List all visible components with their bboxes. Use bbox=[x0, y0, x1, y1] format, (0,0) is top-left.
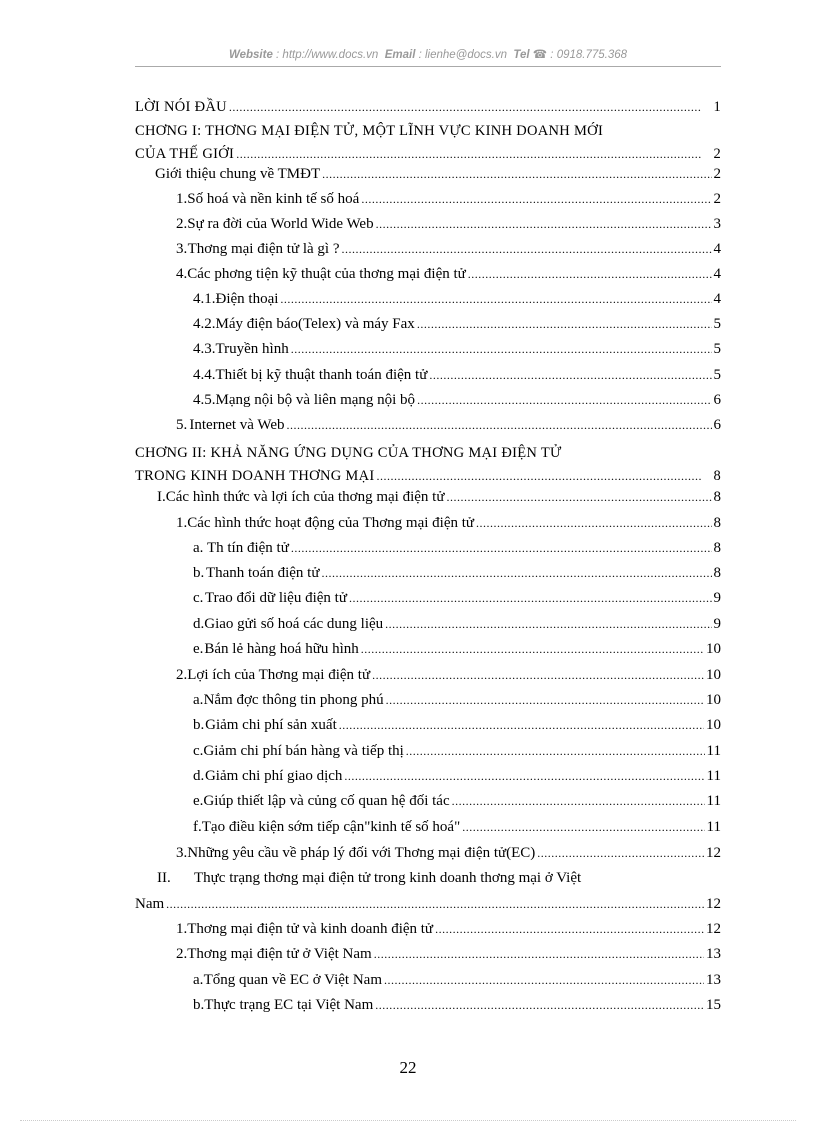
toc-entry-preface[interactable]: LỜI NÓI ĐẦU ..... 1 bbox=[135, 98, 721, 117]
toc-entry-2[interactable]: 2. Sự ra đời của World Wide Web ..... 3 bbox=[176, 215, 721, 234]
toc-entry-I-1-b[interactable]: b. Thanh toán điện tử ..... 8 bbox=[193, 564, 721, 583]
toc-entry-I-2-f[interactable]: f. Tạo điều kiện sớm tiếp cận"kinh tế số hoá" ..... 11 bbox=[193, 818, 721, 837]
toc-section-II-line1[interactable]: II. Thực trạng thơng mại điện tử trong kinh doanh thơng mại ở Việt bbox=[157, 870, 582, 886]
page-header bbox=[135, 47, 721, 61]
toc-entry-I-1-c[interactable]: c. Trao đổi dữ liệu điện tử ..... 9 bbox=[193, 589, 721, 608]
tel-value: ☎ : 0918.775.368 bbox=[532, 49, 628, 61]
toc-entry-I-2-e[interactable]: e. Giúp thiết lập và củng cố quan hệ đối tác ..... 11 bbox=[193, 792, 721, 811]
toc-entry-5[interactable]: 5. Internet và Web ..... 6 bbox=[176, 416, 721, 435]
toc-entry-I-2-d[interactable]: d. Giảm chi phí giao dịch ..... 11 bbox=[193, 767, 721, 786]
toc-entry-4-1[interactable]: 4.1. Điện thoại ..... 4 bbox=[193, 290, 721, 309]
toc-entry-4[interactable]: 4. Các phơng tiện kỹ thuật của thơng mại điện tử ..... 4 bbox=[176, 265, 721, 284]
toc-entry-intro[interactable]: Giới thiệu chung về TMĐT ..... 2 bbox=[155, 165, 721, 184]
toc-entry-II-2-b[interactable]: b. Thực trạng EC tại Việt Nam ..... 15 bbox=[193, 996, 721, 1015]
toc-entry-I-2-b[interactable]: b. Giảm chi phí sản xuất ..... 10 bbox=[193, 716, 721, 735]
toc-entry-4-4[interactable]: 4.4. Thiết bị kỹ thuật thanh toán điện tử ..... 5 bbox=[193, 366, 721, 385]
toc-entry-section-II[interactable]: Nam ..... 12 bbox=[135, 895, 721, 914]
toc-entry-II-2[interactable]: 2. Thơng mại điện tử ở Việt Nam ..... 13 bbox=[176, 945, 721, 964]
header-divider bbox=[135, 66, 721, 67]
tel-label: Tel bbox=[513, 49, 530, 61]
toc-entry-I-1-d[interactable]: d. Giao gửi số hoá các dung liệu ..... 9 bbox=[193, 615, 721, 634]
toc-entry-II-1[interactable]: 1. Thơng mại điện tử và kinh doanh điện tử ..... 12 bbox=[176, 920, 721, 939]
toc-entry-chapter1[interactable]: CỦA THẾ GIỚI ..... 2 bbox=[135, 145, 721, 164]
page-number: 22 bbox=[399, 1058, 417, 1077]
toc-entry-section-I[interactable]: I. Các hình thức và lợi ích của thơng mại điện tử ..... 8 bbox=[157, 488, 721, 507]
email-value: : lienhe@docs.vn bbox=[418, 49, 507, 61]
toc-entry-1[interactable]: 1. Số hoá và nền kinh tế số hoá ..... 2 bbox=[176, 190, 721, 209]
toc-chapter1-line1[interactable]: CHƠNG I: THƠNG MẠI ĐIỆN TỬ, MỘT LĨNH VỰC KINH DOANH MỚI bbox=[135, 123, 604, 139]
toc-entry-I-2[interactable]: 2. Lợi ích của Thơng mại điện tử ..... 10 bbox=[176, 666, 721, 685]
toc-entry-4-3[interactable]: 4.3. Truyền hình ..... 5 bbox=[193, 340, 721, 359]
website-value: : http://www.docs.vn bbox=[276, 49, 379, 61]
toc-entry-I-2-a[interactable]: a. Nắm đợc thông tin phong phú ..... 10 bbox=[193, 691, 721, 710]
page-bottom-divider bbox=[20, 1120, 796, 1121]
toc-entry-chapter2[interactable]: TRONG KINH DOANH THƠNG MẠI ..... 8 bbox=[135, 467, 721, 486]
website-label: Website bbox=[228, 49, 273, 61]
toc-chapter2-line1[interactable]: CHƠNG II: KHẢ NĂNG ỨNG DỤNG CỦA THƠNG MẠI ĐIỆN TỬ bbox=[135, 445, 562, 461]
toc-entry-3[interactable]: 3. Thơng mại điện tử là gì ? ..... 4 bbox=[176, 240, 721, 259]
toc-entry-I-2-c[interactable]: c. Giảm chi phí bán hàng và tiếp thị ..... 11 bbox=[193, 742, 721, 761]
toc-entry-4-2[interactable]: 4.2. Máy điện báo(Telex) và máy Fax ..... 5 bbox=[193, 315, 721, 334]
toc-entry-I-1[interactable]: 1. Các hình thức hoạt động của Thơng mại điện tử ..... 8 bbox=[176, 514, 721, 533]
toc-entry-II-2-a[interactable]: a. Tổng quan về EC ở Việt Nam ..... 13 bbox=[193, 971, 721, 990]
toc-entry-I-1-a[interactable]: a. Th tín điện tử ..... 8 bbox=[193, 539, 721, 558]
toc-entry-4-5[interactable]: 4.5. Mạng nội bộ và liên mạng nội bộ ..... 6 bbox=[193, 391, 721, 410]
email-label: Email bbox=[384, 49, 416, 61]
toc-entry-I-1-e[interactable]: e. Bán lẻ hàng hoá hữu hình ..... 10 bbox=[193, 640, 721, 659]
toc-entry-I-3[interactable]: 3. Những yêu cầu về pháp lý đối với Thơng mại điện tử(EC) ..... 12 bbox=[176, 844, 721, 863]
